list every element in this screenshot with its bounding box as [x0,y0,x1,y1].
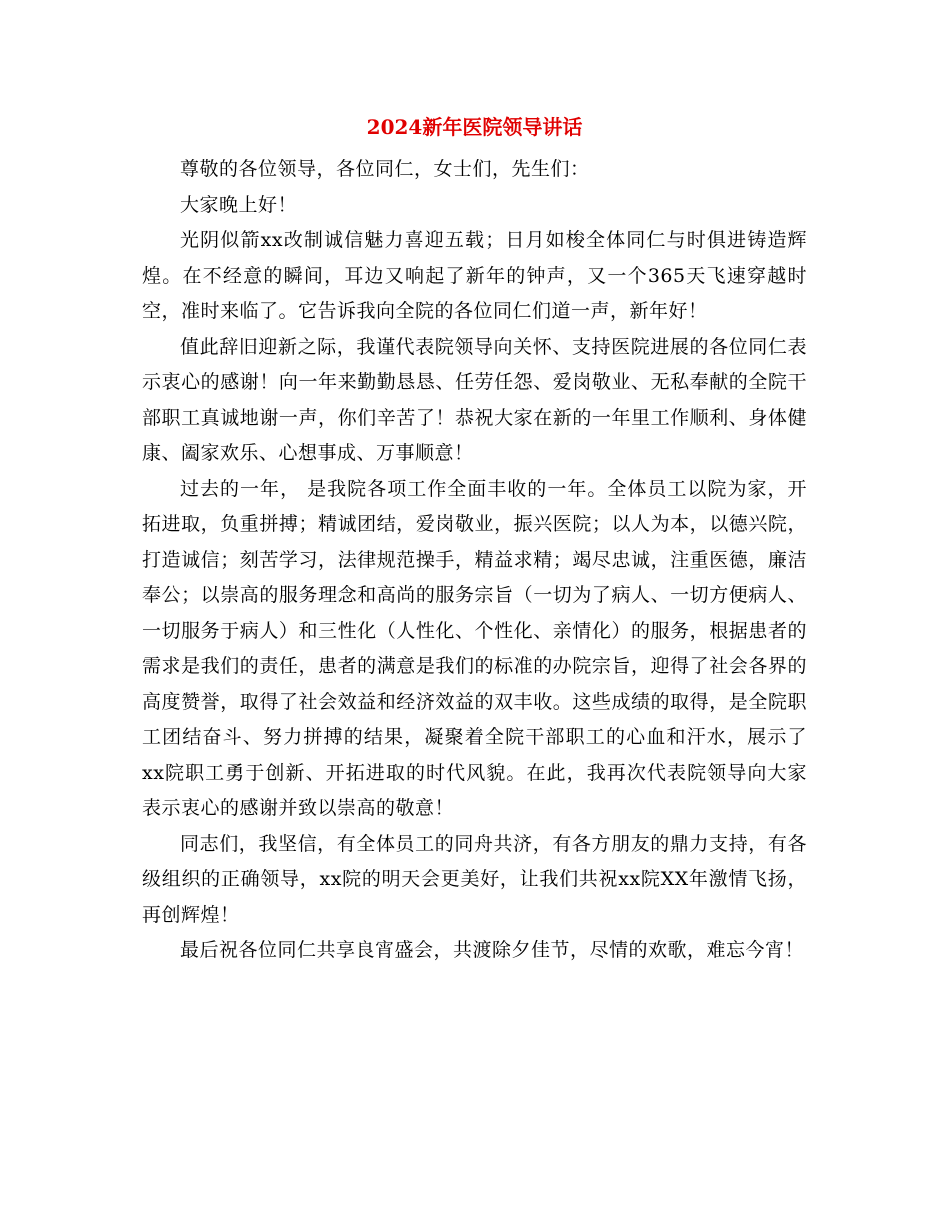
paragraph-future: 同志们，我坚信，有全体员工的同舟共济，有各方朋友的鼎力支持，有各级组织的正确领导，xx院的明天会更美好，让我们共祝xx院XX年激情飞扬，再创辉煌！ [142,832,807,926]
paragraph-new-year: 光阴似箭xx改制诚信魅力喜迎五载；日月如梭全体同仁与时俱进铸造辉煌。在不经意的瞬间，耳边又响起了新年的钟声，又一个365天飞速穿越时空，准时来临了。它告诉我向全院的各位同仁们道一声，新年好！ [142,229,807,322]
paragraph-review: 过去的一年， 是我院各项工作全面丰收的一年。全体员工以院为家，开拓进取，负重拼搏；精诚团结，爱岗敬业，振兴医院；以人为本，以德兴院，打造诚信；刻苦学习，法律规范操手，精益求精；竭尽忠诚，注重医德，廉洁奉公；以崇高的服务理念和高尚的服务宗旨（一切为了病人、一切方便病人、一切服务于病人）和三性化（人性化、个性化、亲情化）的服务，根据患者的需求是我们的责任，患者的满意是我们的标准的办院宗旨，迎得了社会各界的高度赞誉，取得了社会效益和经济效益的双丰收。这些成绩的取得，是全院职工团结奋斗、努力拼搏的结果，凝聚着全院干部职工的心血和汗水，展示了xx院职工勇于创新、开拓进取的时代风貌。在此，我再次代表院领导向大家表示衷心的感谢并致以崇高的敬意！ [142,477,807,819]
paragraph-greeting: 大家晚上好！ [180,193,298,216]
paragraph-closing: 最后祝各位同仁共享良宵盛会，共渡除夕佳节，尽情的欢歌，难忘今宵！ [180,939,805,961]
document-page [142,110,807,969]
paragraph-salutation: 尊敬的各位领导，各位同仁，女士们，先生们： [180,158,590,180]
paragraph-thanks: 值此辞旧迎新之际，我谨代表院领导向关怀、支持医院进展的各位同仁表示衷心的感谢！向一年来勤勤恳恳、任劳任怨、爱岗敬业、无私奉献的全院干部职工真诚地谢一声，你们辛苦了！恭祝大家在新的一年里工作顺利、身体健康、阖家欢乐、心想事成、万事顺意！ [142,335,807,464]
document-title: 2024新年医院领导讲话 [366,115,583,139]
